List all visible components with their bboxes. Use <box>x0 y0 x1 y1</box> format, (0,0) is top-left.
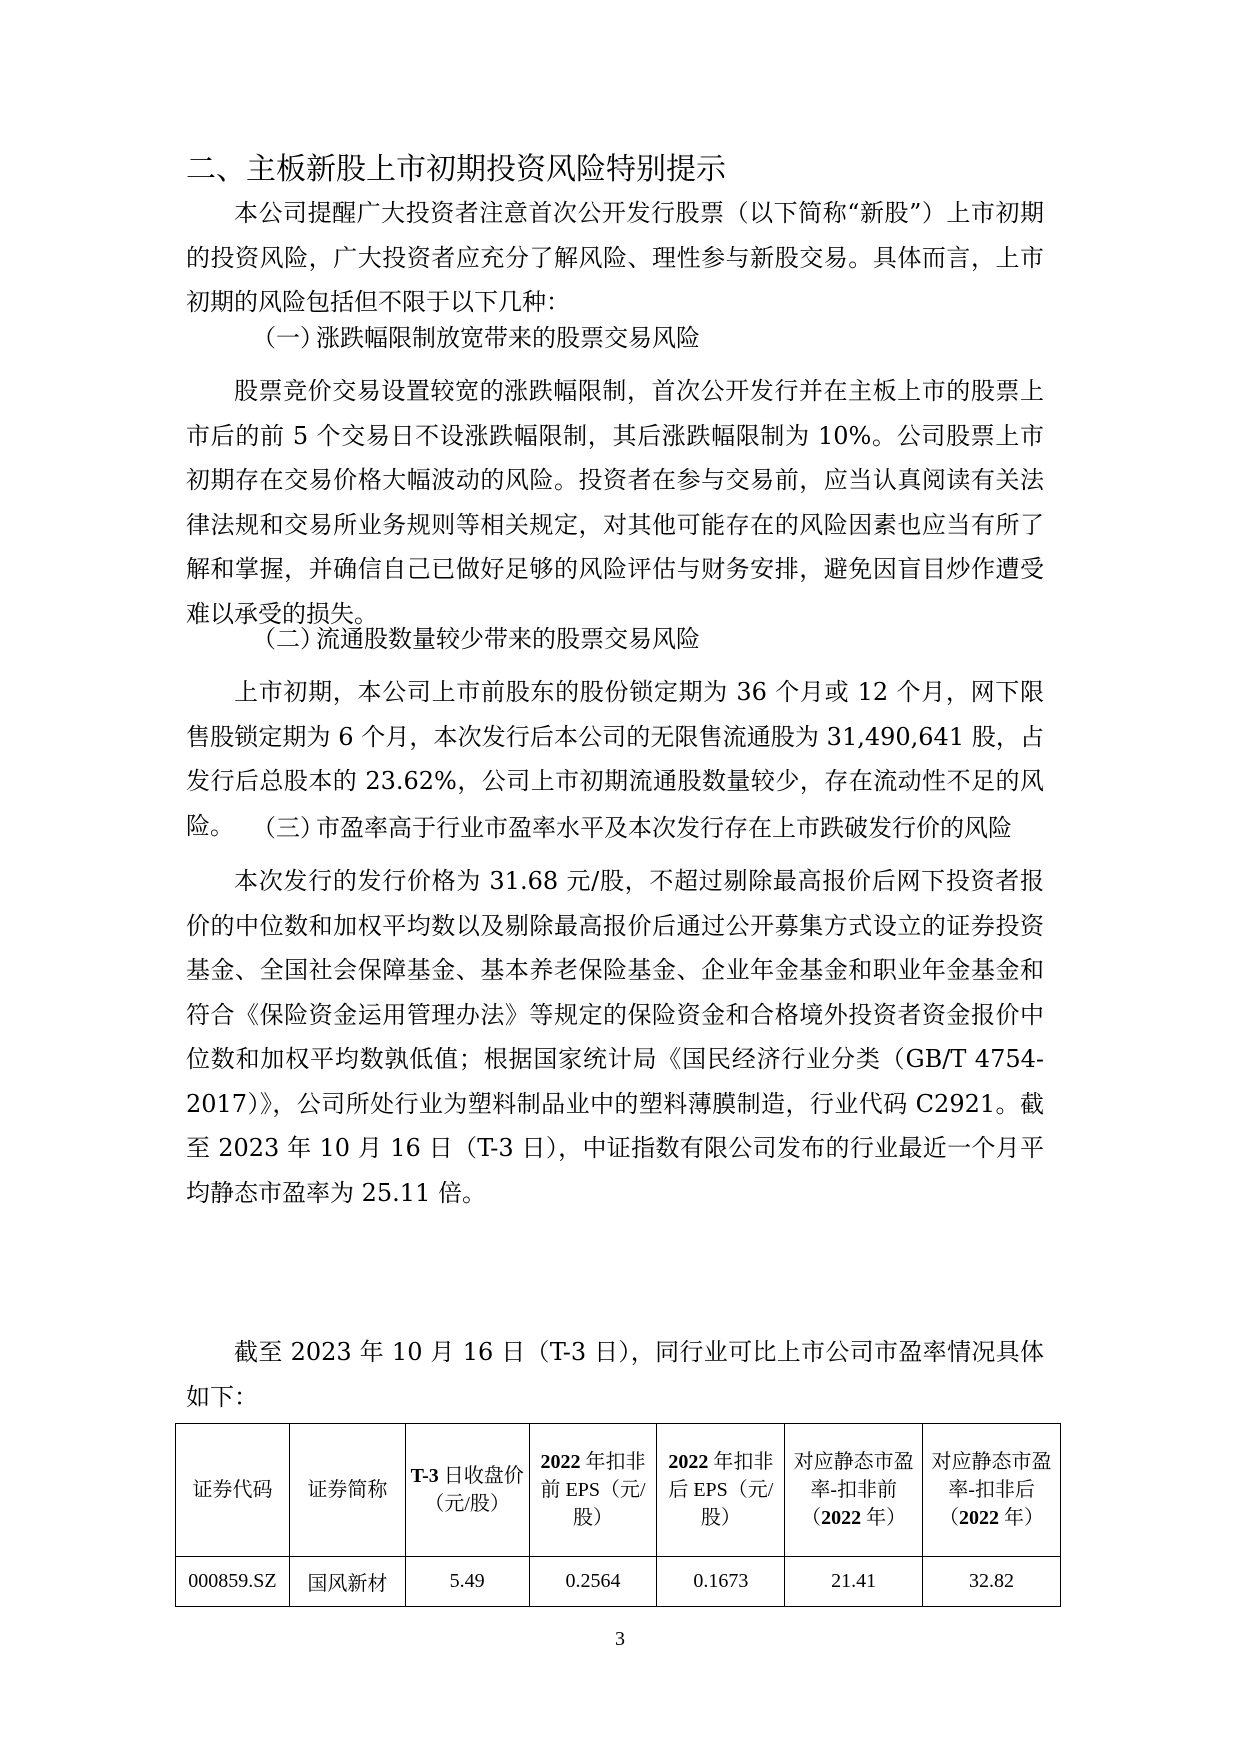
header-cell: 对应静态市盈率-扣非前（2022 年） <box>785 1424 923 1557</box>
header-cell: T-3 日收盘价（元/股） <box>405 1424 529 1557</box>
header-cell: 2022 年扣非前 EPS（元/股） <box>529 1424 657 1557</box>
pe-comparison-table <box>175 1423 1061 1607</box>
header-cell: 证券代码 <box>176 1424 290 1557</box>
cell-eps-before: 0.2564 <box>529 1557 657 1607</box>
risk-paragraph-3b: 截至 2023 年 10 月 16 日（T-3 日），同行业可比上市公司市盈率情况具体如下： <box>186 1338 1044 1411</box>
cell-pe-after: 32.82 <box>923 1557 1061 1607</box>
risk-title: 流通股数量较少带来的股票交易风险 <box>316 625 700 653</box>
cell-security-code: 000859.SZ <box>176 1557 290 1607</box>
risk-number: （三） <box>252 814 324 842</box>
header-cell: 证券简称 <box>289 1424 405 1557</box>
section-title: 二、主板新股上市初期投资风险特别提示 <box>186 152 726 187</box>
risk-paragraph-3: 本次发行的发行价格为 31.68 元/股，不超过剔除最高报价后网下投资者报价的中位数和加权平均数以及剔除最高报价后通过公开募集方式设立的证券投资基金、全国社会保障基金、基本养老保险基金、企业年金基金和职业年金基金和符合《保险资金运用管理办法》等规定的保险资金和合格境外投资者资金报价中位数和加权平均数孰低值；根据国家统计局《国民经济行业分类（GB/T 4754-2017）》，公司所处行业为塑料制品业中的塑料薄膜制造，行业代码 C2921。截至 2023 年 10 月 16 日（T-3 日），中证指数有限公司发布的行业最近一个月平均静态市盈率为 25.11 倍。 <box>186 867 1044 1207</box>
cell-pe-before: 21.41 <box>785 1557 923 1607</box>
table-row <box>176 1557 1061 1607</box>
risk-heading-1 <box>252 320 700 356</box>
cell-eps-after: 0.1673 <box>657 1557 785 1607</box>
page-number: 3 <box>615 1628 625 1650</box>
header-cell: 对应静态市盈率-扣非后（2022 年） <box>923 1424 1061 1557</box>
risk-paragraph-1: 股票竞价交易设置较宽的涨跌幅限制，首次公开发行并在主板上市的股票上市后的前 5 个交易日不设涨跌幅限制，其后涨跌幅限制为 10%。公司股票上市初期存在交易价格大幅波动的风险。投资者在参与交易前，应当认真阅读有关法律法规和交易所业务规则等相关规定，对其他可能存在的风险因素也应当有所了解和掌握，并确信自己已做好足够的风险评估与财务安排，避免因盲目炒作遭受难以承受的损失。 <box>186 377 1044 628</box>
cell-security-name: 国风新材 <box>289 1557 405 1607</box>
risk-title: 市盈率高于行业市盈率水平及本次发行存在上市跌破发行价的风险 <box>316 814 1012 842</box>
cell-close-price: 5.49 <box>405 1557 529 1607</box>
header-cell: 2022 年扣非后 EPS（元/股） <box>657 1424 785 1557</box>
risk-number: （二） <box>252 625 324 653</box>
risk-title: 涨跌幅限制放宽带来的股票交易风险 <box>316 324 700 352</box>
table-header-row <box>176 1424 1061 1557</box>
intro-paragraph: 本公司提醒广大投资者注意首次公开发行股票（以下简称“新股”）上市初期的投资风险，广大投资者应充分了解风险、理性参与新股交易。具体而言，上市初期的风险包括但不限于以下几种： <box>186 199 1044 316</box>
risk-heading-2 <box>252 621 700 657</box>
risk-number: （一） <box>252 324 324 352</box>
risk-heading-3 <box>252 810 1012 846</box>
risk-paragraph-2: 上市初期，本公司上市前股东的股份锁定期为 36 个月或 12 个月，网下限售股锁定期为 6 个月，本次发行后本公司的无限售流通股为 31,490,641 股，占发行后总股本的 23.62%，公司上市初期流通股数量较少，存在流动性不足的风险。 <box>186 678 1044 840</box>
